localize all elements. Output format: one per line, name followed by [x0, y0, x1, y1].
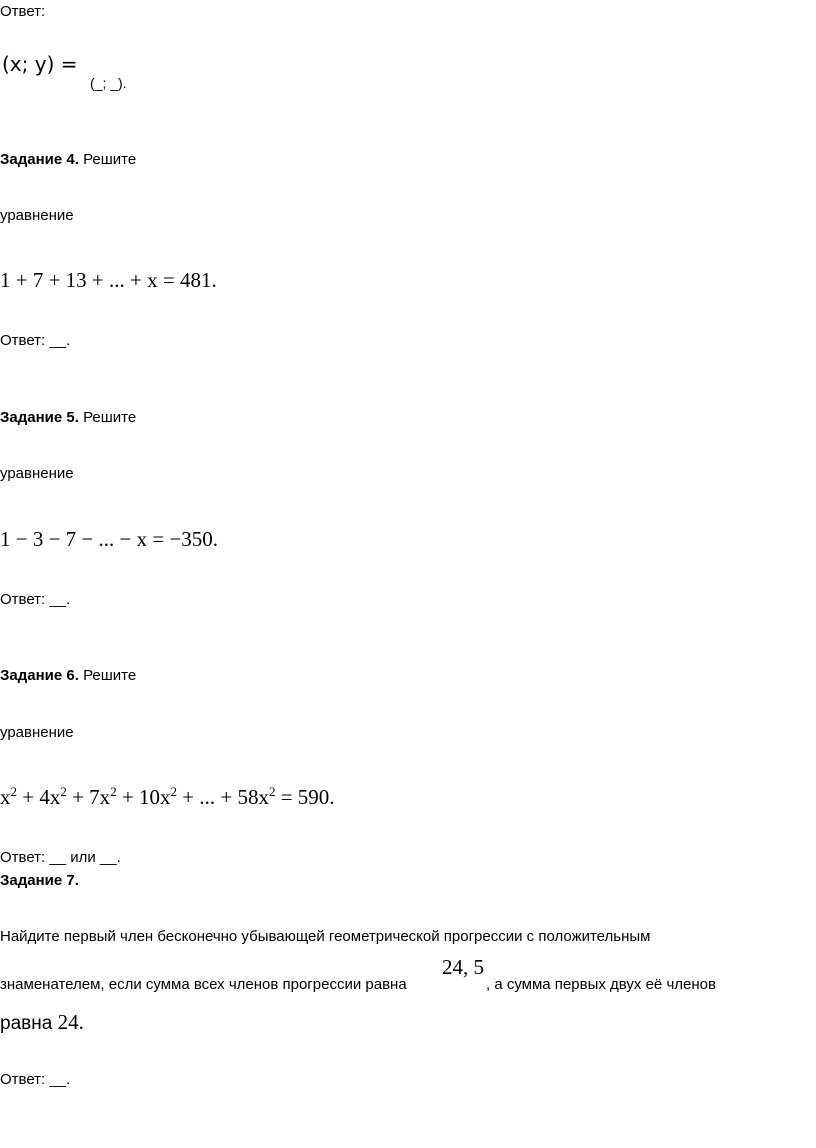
- task7-line1: Найдите первый член бесконечно убывающей геометрической прогрессии с положительным: [0, 928, 651, 945]
- task5-answer: Ответ: __.: [0, 591, 71, 608]
- task6-instruction-line2: уравнение: [0, 724, 74, 741]
- task7-line2-end: , а сумма первых двух её членов: [486, 976, 716, 993]
- task7-two-sum-value: 24.: [57, 1010, 84, 1034]
- task7-line2-start: знаменателем, если сумма всех членов прогрессии равна: [0, 976, 407, 993]
- pair-expression: (x; y) =: [2, 52, 78, 76]
- task7-sum-value: 24, 5: [442, 955, 484, 979]
- task5-instruction-line2: уравнение: [0, 465, 74, 482]
- pair-answer: (_; _).: [90, 75, 127, 91]
- task4-instruction: Решите: [83, 151, 137, 168]
- task7-title: Задание 7.: [0, 872, 79, 889]
- task4-heading: [0, 152, 136, 167]
- task7-line3: [0, 1012, 84, 1033]
- task6-heading: [0, 668, 136, 683]
- task7-answer: Ответ: __.: [0, 1071, 71, 1088]
- task5-heading: [0, 410, 136, 425]
- task4-answer: Ответ: __.: [0, 332, 71, 349]
- task6-answer: Ответ: __ или __.: [0, 849, 121, 866]
- task4-instruction-line2: уравнение: [0, 207, 74, 224]
- task7-line3-word: равна: [0, 1013, 53, 1034]
- task6-title: Задание 6.: [0, 667, 79, 684]
- task4-title: Задание 4.: [0, 151, 79, 168]
- task5-equation: 1 − 3 − 7 − ... − x = −350.: [0, 527, 219, 551]
- task6-instruction: Решите: [83, 667, 137, 684]
- task6-equation: $x^2 + 4x^2 + 7x^2 + 10x^2$ + ... + $58x^2 = 590$.: [0, 784, 335, 809]
- task5-title: Задание 5.: [0, 409, 79, 426]
- task4-equation: 1 + 7 + 13 + ... + x = 481.: [0, 268, 217, 292]
- answer-label-top: Ответ:: [0, 3, 46, 20]
- task5-instruction: Решите: [83, 409, 137, 426]
